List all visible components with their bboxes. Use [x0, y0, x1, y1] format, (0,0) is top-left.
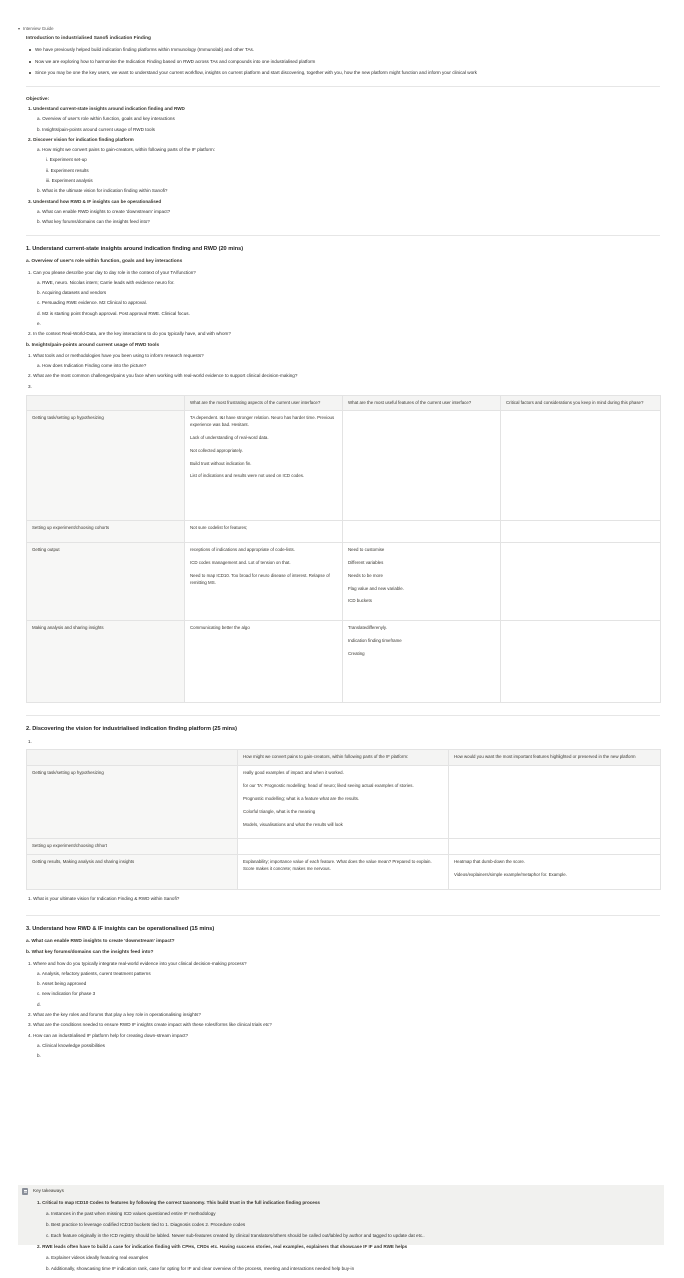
- row-header-cell: Making analysis and sharing insights: [27, 621, 185, 703]
- section1-title: 1. Understand current-state insights around indication finding and RWD (20 mins): [26, 246, 244, 253]
- list-item: 1. Where and how do you typically integrate real-world evidence into your clinical decision-making process?: [28, 960, 247, 966]
- list-item: b. What is the ultimate vision for indication finding within Sanofi?: [37, 188, 168, 194]
- bullet-text: Now we are exploring how to harmonise the Indication Finding based on RWD across TAs and compounds into one industrialised platform: [35, 58, 316, 64]
- section3-sub-a: a. What can enable RWD insights to create 'downstream' impact?: [26, 939, 175, 945]
- table-cell: [238, 766, 449, 839]
- interview-guide-toggle[interactable]: [18, 26, 54, 33]
- cell-line: really good examples of impact and when it worked.: [243, 770, 344, 776]
- callout-title: Key takeaways: [33, 1188, 64, 1194]
- list-item: a. Clinical knowledge possibilities: [37, 1042, 105, 1048]
- bullet-text: We have previously helped build indication finding platforms within Immunology (Immunolab) and other TAs.: [35, 47, 255, 53]
- divider: [26, 715, 660, 716]
- intro-title: Introduction to industrialised Sanofi indication Finding: [26, 36, 151, 41]
- row-header-cell: Getting task/setting up hypothesizing: [27, 766, 238, 839]
- table-row: [27, 521, 661, 543]
- cell-line: Different variables: [348, 559, 384, 565]
- toggle-label: Interview Guide: [23, 26, 54, 31]
- section1-a-list: [26, 270, 660, 339]
- table-cell: [501, 621, 661, 703]
- table-cell: [238, 839, 449, 855]
- list-item: 2. RWE leads often have to build a case for indication finding with CPHs, CRDs etc. Having success stories, real examples, explainers that showcase IF IF and RWE helps: [37, 1244, 408, 1250]
- list-item: b. What key forums/domains can the insights feed into?: [37, 219, 150, 225]
- list-item: a. Analysis, refactory patients, curent treatment patterns: [37, 970, 151, 976]
- bullet-text: Since you may be one the key users, we want to understand your current workflow, insights on current platform and start discovering, together with you, how the new platform might function and inform your clinical work: [35, 69, 477, 75]
- table-cell: [238, 855, 449, 890]
- callout-header: [22, 1188, 64, 1195]
- bullet-item: [29, 59, 660, 66]
- objective-list: [26, 106, 660, 226]
- list-item: e.: [37, 321, 41, 327]
- cell-line: Need to customise: [348, 547, 385, 553]
- list-item: a. Explainer videos ideally featuring real examples: [46, 1255, 149, 1261]
- table-header-cell: How would you want the most important features highlighted or preserved in the new platform: [449, 750, 661, 766]
- list-item: 1. Understand current-state insights around indication finding and RWD: [28, 106, 185, 112]
- list-item: 2. In the context Real-World-Data, are the key interactions to do you typically have, and with whom?: [28, 331, 231, 337]
- row-header-cell: Getting output: [27, 543, 185, 621]
- bullet-dot-icon: [29, 49, 31, 51]
- cell-line: Not sure codelist for features;: [190, 525, 248, 531]
- list-item: iii. Experiment analysis: [46, 178, 93, 184]
- cell-line: Models, visualisations and what the results will look: [243, 821, 343, 827]
- objective-title: Objective:: [26, 96, 50, 102]
- list-item: b. Best practice to leverage codified ICD10 buckets tied to 1. Diagnosis codes 2. Procedure codes: [46, 1222, 246, 1228]
- row-header-cell: Getting task/setting up hypothesizing: [27, 411, 185, 521]
- list-item: a. Overview of user's role within function, goals and key interactions: [37, 116, 175, 122]
- table-cell: [185, 521, 343, 543]
- key-takeaways-callout: [18, 1185, 664, 1272]
- cell-line: Need to map ICD10. Too broad for neuro disease of interest. Relapse of remitting MS.: [190, 572, 330, 585]
- table-header-row: [27, 750, 661, 766]
- cell-line: Lack of understanding of real-word data.: [190, 434, 269, 440]
- cell-line: for our TA: Prognostic modelling; head of neuro; liked seeing actual examples of stories.: [243, 783, 414, 789]
- table-row: [27, 621, 661, 703]
- bullet-item: [29, 47, 660, 54]
- row-header-cell: Setting up experiment/choosing cohorts: [27, 521, 185, 543]
- table-header-cell: Critical factors and considerations you keep in mind during this phase?: [501, 395, 661, 411]
- divider: [26, 86, 660, 87]
- table-cell: [185, 621, 343, 703]
- table-header-cell: What are the most frustrating aspects of the current user interface?: [185, 395, 343, 411]
- cell-line: Translatedifferenyly.: [348, 625, 387, 631]
- chevron-down-icon[interactable]: ▾: [18, 26, 21, 32]
- list-item: 2. What are the most common challenges/pains you face when working with real-world evidence to support clinical decision-making?: [28, 373, 298, 379]
- cell-line: Explanability; importance value of each feature. What does the value mean? Prepared to explain. Score makes it concrete; makes me nervous.: [243, 859, 432, 872]
- table-cell: [501, 521, 661, 543]
- current-state-table: [26, 395, 661, 704]
- table-header-cell: [27, 395, 185, 411]
- section1-sub-a: a. Overview of user's role within function, goals and key interactions: [26, 259, 183, 265]
- bullet-item: [29, 70, 660, 77]
- list-item: 1.: [28, 738, 32, 744]
- cell-line: Prognostic modelling; what is a feature what are the results.: [243, 795, 360, 801]
- table-row: [27, 766, 661, 839]
- cell-line: Needs to be more: [348, 572, 383, 578]
- list-item: c. new indication for phase 3: [37, 991, 96, 997]
- cell-line: List of indications and results were not used on ICD codes.: [190, 473, 305, 479]
- list-item: ii. Experiment results: [46, 167, 89, 173]
- list-item: a. Instances in the past when missing ICD values questioned entire IF methodology: [46, 1211, 216, 1217]
- table-header-row: [27, 395, 661, 411]
- list-item: 4. How can an industrialised IF platform help for creating down-stream impact?: [28, 1032, 189, 1038]
- toggle-content: [26, 33, 660, 1063]
- table-cell: [501, 411, 661, 521]
- table-cell: [449, 766, 661, 839]
- section2-title: 2. Discovering the vision for industrialised indication finding platform (25 mins): [26, 726, 238, 733]
- cell-line: Build trust without indication fin.: [190, 460, 252, 466]
- cell-line: Creating: [348, 650, 365, 656]
- table-cell: [343, 411, 501, 521]
- list-item: b. Acquiring datasets and vendors: [37, 290, 107, 296]
- cell-line: Videos/explainers/simple example/metaphor for. Example.: [454, 872, 567, 878]
- list-item: 2. Discover vision for indication finding platform: [28, 136, 134, 142]
- section3-sub-b: b. What key forums/domains can the insights feed into?: [26, 950, 154, 956]
- list-item: 1. What tools and or methodologies have you been using to inform research requests?: [28, 352, 204, 358]
- table-cell: [185, 411, 343, 521]
- list-item: d. M2 is starting point through approval. Post approval RWE. Clinical focus.: [37, 310, 190, 316]
- divider: [26, 235, 660, 236]
- table-row: [27, 411, 661, 521]
- cell-line: ICD codes management and. Lot of tension on that.: [190, 559, 291, 565]
- cell-line: Colorful triangle, what is the meaning: [243, 808, 316, 814]
- list-item: 3. What are the conditions needed to ensure RWD IF insights create impact with these roles/forms like clinical trials etc?: [28, 1022, 272, 1028]
- table-row: [27, 839, 661, 855]
- table-cell: [449, 855, 661, 890]
- table-header-cell: [27, 750, 238, 766]
- list-item: a. What can enable RWD insights to create 'downstream' impact?: [37, 208, 171, 214]
- cell-line: Indication finding timeframe: [348, 637, 402, 643]
- table-header-cell: What are the most useful features of the current user interface?: [343, 395, 501, 411]
- list-item: a. How might we convert pains to gain-creators, within following parts of the IF platform:: [37, 147, 215, 153]
- table-cell: [343, 521, 501, 543]
- cell-line: Flag value and new variable.: [348, 585, 404, 591]
- list-item: a. RWE, neuro. Nicolas intern; Carrie leads with evidence neuro for.: [37, 279, 175, 285]
- cell-line: ICD buckets: [348, 598, 372, 604]
- cell-line: TA dependent. I&I have stronger relation. Neuro has harder time. Previous experience was bad. Hesitant.: [190, 415, 335, 428]
- vision-table: [26, 749, 661, 889]
- table-cell: [449, 839, 661, 855]
- divider: [26, 915, 660, 916]
- bullet-dot-icon: [29, 61, 31, 63]
- section1-sub-b: b. Insights/pain-points around current usage of RWD tools: [26, 342, 160, 348]
- list-item: c. Each feature originally in the ICD registry should be labled. Newer sub-features created by clinical translators/others should be called out/labled by author and tagged to update dat etc..: [46, 1233, 425, 1239]
- table-row: [27, 543, 661, 621]
- table-cell: [343, 621, 501, 703]
- list-item: b. Additionally, showcasing time IF indication rank, case for opting for IF and clear overview of the process, meeting and interactions needed help buy-in: [46, 1266, 355, 1272]
- list-item: 2. What are the key roles and forums that play a key role in operationalising insights?: [28, 1011, 201, 1017]
- note-icon: [22, 1188, 28, 1195]
- table-cell: [343, 543, 501, 621]
- list-item: c. Persuading RWE evidence. M2 Clinical to approval.: [37, 300, 147, 306]
- table-cell: [501, 543, 661, 621]
- row-header-cell: Getting results, Making analysis and sharing insights: [27, 855, 238, 890]
- section3-title: 3. Understand how RWD & IF insights can be operationalised (15 mins): [26, 925, 215, 932]
- cell-line: Communicating better the algo: [190, 625, 250, 631]
- list-item: b. Insights/pain-points around current usage of RWD tools: [37, 126, 155, 132]
- cell-line: Heatmap that dumb-down the score.: [454, 859, 526, 865]
- cell-line: Not collected appropriately.: [190, 447, 243, 453]
- list-item: 3. Understand how RWD & IF insights can be operationalised: [28, 198, 162, 204]
- list-item: b.: [37, 1053, 41, 1059]
- table-header-cell: How might we convert pains to gain-creators, within following parts of the IF platform:: [238, 750, 449, 766]
- bullet-dot-icon: [29, 72, 31, 74]
- list-item: 1. Critical to map ICD10 Codes to features by following the correct taxonomy. This build trust in the full indication finding process: [37, 1200, 320, 1205]
- table-cell: [185, 543, 343, 621]
- list-item: 1. Can you please describe your day to day role in the context of your TA/function?: [28, 269, 196, 275]
- takeaway-list: [35, 1200, 655, 1278]
- section1-b-list: [26, 353, 660, 391]
- list-item: b. Asset being approved: [37, 981, 87, 987]
- cell-line: receptions of indications and appropriate of code-lists.: [190, 547, 295, 553]
- list-item: d.: [37, 1001, 41, 1007]
- list-item: 1. What is your ultimate vision for Indication Finding & RWD within Sanofi?: [28, 895, 180, 901]
- section3-list: [26, 961, 660, 1060]
- list-item: 3.: [28, 383, 32, 389]
- table-row: [27, 855, 661, 890]
- list-item: i. Experiment set-up: [46, 157, 87, 163]
- row-header-cell: Setting up experiment/choosing chhort: [27, 839, 238, 855]
- list-item: a. How does Indication Finding come into the picture?: [37, 363, 147, 369]
